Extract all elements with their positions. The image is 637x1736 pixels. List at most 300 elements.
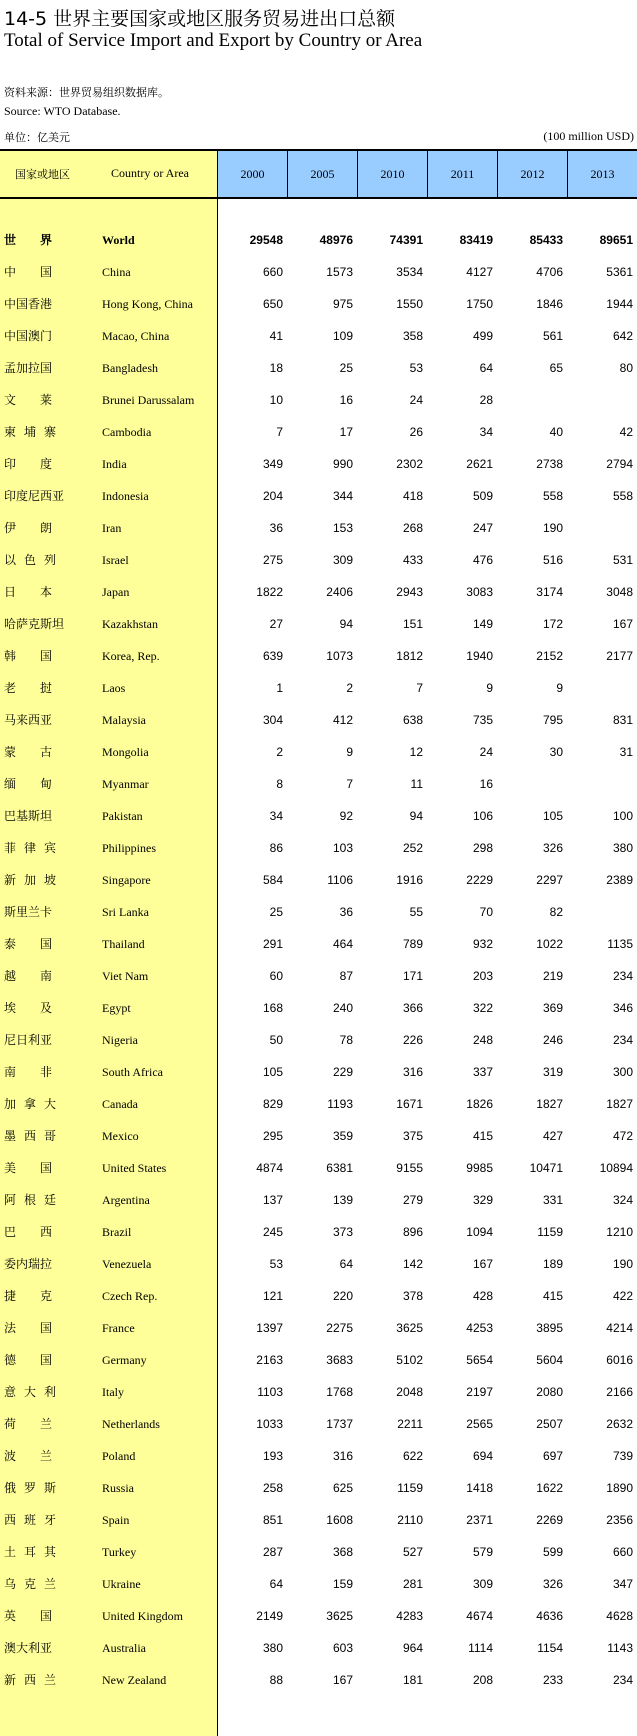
- value-cell-2005: 3683: [326, 1353, 353, 1367]
- row-country-cn: 以 色 列: [4, 553, 56, 567]
- value-cell-2005: 2406: [326, 585, 353, 599]
- value-cell-2012: 2297: [536, 873, 563, 887]
- value-cell-2012: 561: [542, 329, 563, 343]
- value-cell-2012: 2738: [536, 457, 563, 471]
- unit-label-en: (100 million USD): [543, 129, 634, 143]
- value-cell-2013: 346: [612, 1001, 633, 1015]
- value-cell-2012: 190: [542, 521, 563, 535]
- value-cell-2012: 326: [542, 841, 563, 855]
- row-country-cn: 斯里兰卡: [4, 905, 53, 919]
- row-country-en: Philippines: [102, 841, 157, 855]
- table-row: [0, 1120, 637, 1152]
- row-country-cn: 美 国: [4, 1161, 52, 1175]
- value-cell-2013: 2794: [606, 457, 633, 471]
- value-cell-2013: 4628: [606, 1609, 633, 1623]
- row-country-cn: 土 耳 其: [4, 1545, 56, 1559]
- table-row: [0, 1408, 637, 1440]
- table-row: [0, 320, 637, 352]
- table-row: [0, 1440, 637, 1472]
- value-cell-2010: 418: [402, 489, 423, 503]
- value-cell-2000: 204: [262, 489, 283, 503]
- value-cell-2012: 3174: [536, 585, 563, 599]
- value-cell-2011: 3083: [466, 585, 493, 599]
- value-cell-2013: 234: [612, 1033, 633, 1047]
- row-country-cn: 蒙 古: [4, 745, 52, 759]
- value-cell-2010: 74391: [389, 233, 423, 247]
- value-cell-2011: 70: [479, 905, 493, 919]
- value-cell-2010: 1916: [396, 873, 423, 887]
- value-cell-2010: 896: [402, 1225, 423, 1239]
- table-row: [0, 1088, 637, 1120]
- row-country-en: Singapore: [102, 873, 151, 887]
- value-cell-2012: 189: [542, 1257, 563, 1271]
- table-row: [0, 1536, 637, 1568]
- value-cell-2010: 142: [402, 1257, 423, 1271]
- value-cell-2005: 368: [332, 1545, 353, 1559]
- value-cell-2010: 789: [402, 937, 423, 951]
- value-cell-2000: 193: [262, 1449, 283, 1463]
- value-cell-2011: 208: [472, 1673, 493, 1687]
- value-cell-2011: 5654: [466, 1353, 493, 1367]
- value-cell-2012: 3895: [536, 1321, 563, 1335]
- value-cell-2000: 291: [262, 937, 283, 951]
- value-cell-2005: 412: [332, 713, 353, 727]
- table-row: [0, 1056, 637, 1088]
- value-cell-2013: 324: [612, 1193, 633, 1207]
- row-country-cn: 中国香港: [4, 297, 53, 311]
- value-cell-2005: 1608: [326, 1513, 353, 1527]
- row-country-cn: 英 国: [4, 1609, 52, 1623]
- value-cell-2000: 1103: [257, 1385, 283, 1399]
- value-cell-2012: 2152: [536, 649, 563, 663]
- row-country-en: Kazakhstan: [102, 617, 158, 631]
- value-cell-2010: 281: [402, 1577, 423, 1591]
- value-cell-2013: 1944: [606, 297, 633, 311]
- row-country-en: Brunei Darussalam: [102, 393, 195, 407]
- value-cell-2010: 375: [402, 1129, 423, 1143]
- table-row: [0, 704, 637, 736]
- value-cell-2013: 190: [612, 1257, 633, 1271]
- row-country-en: Brazil: [102, 1225, 132, 1239]
- value-cell-2005: 87: [339, 969, 353, 983]
- row-country-en: United Kingdom: [102, 1609, 183, 1623]
- value-cell-2013: 167: [612, 617, 633, 631]
- source-note-en: Source: WTO Database.: [4, 104, 121, 118]
- value-cell-2011: 415: [472, 1129, 493, 1143]
- value-cell-2012: 326: [542, 1577, 563, 1591]
- value-cell-2010: 378: [402, 1289, 423, 1303]
- value-cell-2000: 1397: [256, 1321, 283, 1335]
- value-cell-2012: 85433: [529, 233, 563, 247]
- row-country-en: Japan: [102, 585, 130, 599]
- value-cell-2012: 795: [542, 713, 563, 727]
- value-cell-2013: 80: [619, 361, 633, 375]
- row-country-cn: 马来西亚: [4, 713, 53, 727]
- value-cell-2000: 29548: [249, 233, 283, 247]
- row-country-cn: 孟加拉国: [4, 361, 53, 375]
- row-country-cn: 新 西 兰: [4, 1673, 56, 1687]
- row-country-cn: 德 国: [4, 1353, 52, 1367]
- value-cell-2013: 1827: [606, 1097, 633, 1111]
- value-cell-2013: 347: [612, 1577, 633, 1591]
- value-cell-2010: 252: [402, 841, 423, 855]
- value-cell-2010: 3625: [396, 1321, 423, 1335]
- row-country-en: Poland: [102, 1449, 136, 1463]
- row-country-cn: 泰 国: [4, 937, 52, 951]
- row-country-en: Egypt: [102, 1001, 131, 1015]
- value-cell-2013: 422: [612, 1289, 633, 1303]
- value-cell-2005: 975: [332, 297, 353, 311]
- value-cell-2012: [497, 384, 563, 416]
- row-country-en: Iran: [102, 521, 122, 535]
- value-cell-2005: 316: [332, 1449, 353, 1463]
- table-top-rule: [0, 149, 637, 151]
- value-cell-2012: 558: [542, 489, 563, 503]
- value-cell-2005: 153: [332, 521, 353, 535]
- table-row: [0, 1184, 637, 1216]
- row-country-en: India: [102, 457, 127, 471]
- value-cell-2012: 2080: [536, 1385, 563, 1399]
- page-title-cn: 14-5 世界主要国家或地区服务贸易进出口总额: [4, 8, 396, 30]
- table-row: [0, 1216, 637, 1248]
- value-cell-2000: 50: [269, 1033, 283, 1047]
- value-cell-2010: 3534: [396, 265, 423, 279]
- value-cell-2013: 2632: [606, 1417, 633, 1431]
- value-cell-2000: 275: [262, 553, 283, 567]
- row-country-en: Czech Rep.: [102, 1289, 158, 1303]
- value-cell-2000: 2163: [256, 1353, 283, 1367]
- table-row: [0, 1600, 637, 1632]
- value-cell-2011: 24: [479, 745, 493, 759]
- value-cell-2011: 476: [472, 553, 493, 567]
- table-row: [0, 1472, 637, 1504]
- table-row: [0, 736, 637, 768]
- value-cell-2011: 2621: [466, 457, 493, 471]
- value-cell-2000: 168: [262, 1001, 283, 1015]
- row-country-cn: 波 兰: [4, 1449, 52, 1463]
- row-country-cn: 哈萨克斯坦: [4, 617, 65, 631]
- value-cell-2000: 88: [269, 1673, 283, 1687]
- value-cell-2000: 121: [262, 1289, 283, 1303]
- value-cell-2005: 159: [332, 1577, 353, 1591]
- value-cell-2005: 240: [332, 1001, 353, 1015]
- value-cell-2011: 9: [486, 681, 493, 695]
- value-cell-2010: 1671: [396, 1097, 423, 1111]
- value-cell-2005: 1106: [327, 873, 353, 887]
- value-cell-2005: 7: [346, 777, 353, 791]
- value-cell-2012: [497, 768, 563, 800]
- table-row: [0, 416, 637, 448]
- value-cell-2005: 464: [332, 937, 353, 951]
- value-cell-2000: 2149: [256, 1609, 283, 1623]
- value-cell-2011: 322: [472, 1001, 493, 1015]
- value-cell-2012: 4706: [536, 265, 563, 279]
- row-country-cn: 南 非: [4, 1065, 52, 1079]
- value-cell-2005: 344: [332, 489, 353, 503]
- row-country-cn: 加 拿 大: [4, 1097, 56, 1111]
- table-header-rule: [0, 197, 637, 199]
- table-row: [0, 288, 637, 320]
- value-cell-2012: 246: [542, 1033, 563, 1047]
- header-country-cn: 国家或地区: [15, 168, 70, 181]
- table-row: [0, 672, 637, 704]
- table-row: [0, 1664, 637, 1696]
- value-cell-2013: 5361: [606, 265, 633, 279]
- value-cell-2010: 2110: [397, 1513, 423, 1527]
- value-cell-2005: 36: [339, 905, 353, 919]
- value-cell-2013: 100: [612, 809, 633, 823]
- table-row: [0, 800, 637, 832]
- value-cell-2005: 1193: [327, 1097, 353, 1111]
- header-year-2000: 2000: [217, 151, 287, 197]
- value-cell-2000: 584: [262, 873, 283, 887]
- value-cell-2011: 149: [472, 617, 493, 631]
- value-cell-2010: 24: [409, 393, 423, 407]
- row-country-en: Israel: [102, 553, 129, 567]
- table-row: [0, 864, 637, 896]
- value-cell-2000: 8: [276, 777, 283, 791]
- value-cell-2012: 427: [542, 1129, 563, 1143]
- value-cell-2012: 1154: [537, 1641, 563, 1655]
- value-cell-2000: 2: [276, 745, 283, 759]
- row-country-en: Bangladesh: [102, 361, 158, 375]
- value-cell-2005: 229: [332, 1065, 353, 1079]
- value-cell-2010: 53: [409, 361, 423, 375]
- value-cell-2000: 34: [269, 809, 283, 823]
- value-cell-2005: 78: [339, 1033, 353, 1047]
- value-cell-2013: 3048: [606, 585, 633, 599]
- unit-label-cn: 单位：亿美元: [4, 131, 70, 144]
- value-cell-2005: 359: [332, 1129, 353, 1143]
- value-cell-2012: 1159: [537, 1225, 563, 1239]
- table-row: [0, 928, 637, 960]
- value-cell-2012: 697: [542, 1449, 563, 1463]
- table-row: [0, 224, 637, 256]
- value-cell-2012: 40: [549, 425, 563, 439]
- row-country-en: Russia: [102, 1481, 135, 1495]
- value-cell-2013: [567, 896, 633, 928]
- value-cell-2010: 316: [402, 1065, 423, 1079]
- value-cell-2000: 27: [269, 617, 283, 631]
- value-cell-2010: 151: [402, 617, 423, 631]
- value-cell-2013: 1890: [606, 1481, 633, 1495]
- page-title-en: Total of Service Import and Export by Country or Area: [4, 30, 423, 51]
- value-cell-2013: 2166: [606, 1385, 633, 1399]
- value-cell-2000: 660: [262, 265, 283, 279]
- row-country-en: Laos: [102, 681, 126, 695]
- row-country-cn: 委内瑞拉: [4, 1257, 53, 1271]
- row-country-en: United States: [102, 1161, 167, 1175]
- value-cell-2011: 1094: [466, 1225, 493, 1239]
- row-country-en: Thailand: [102, 937, 145, 951]
- header-year-2010: 2010: [357, 151, 427, 197]
- row-country-cn: 菲 律 宾: [4, 841, 56, 855]
- value-cell-2000: 53: [269, 1257, 283, 1271]
- table-row: [0, 960, 637, 992]
- value-cell-2010: 26: [409, 425, 423, 439]
- value-cell-2011: 4127: [466, 265, 493, 279]
- value-cell-2012: 1022: [536, 937, 563, 951]
- value-cell-2005: 25: [339, 361, 353, 375]
- row-country-cn: 尼日利亚: [4, 1033, 53, 1047]
- value-cell-2005: 109: [332, 329, 353, 343]
- value-cell-2013: 234: [612, 1673, 633, 1687]
- row-country-cn: 世 界: [4, 233, 52, 247]
- value-cell-2005: 16: [339, 393, 353, 407]
- value-cell-2011: 28: [479, 393, 493, 407]
- value-cell-2010: 2943: [396, 585, 423, 599]
- table-row: [0, 896, 637, 928]
- value-cell-2011: 329: [472, 1193, 493, 1207]
- value-cell-2010: 358: [402, 329, 423, 343]
- table-row: [0, 608, 637, 640]
- value-cell-2012: 2269: [536, 1513, 563, 1527]
- value-cell-2012: 599: [542, 1545, 563, 1559]
- row-country-en: Turkey: [102, 1545, 137, 1559]
- value-cell-2012: 1622: [536, 1481, 563, 1495]
- value-cell-2010: 181: [402, 1673, 423, 1687]
- value-cell-2000: 36: [269, 521, 283, 535]
- row-country-cn: 巴 西: [4, 1225, 52, 1239]
- value-cell-2011: 1418: [466, 1481, 493, 1495]
- row-country-cn: 意 大 利: [4, 1385, 56, 1399]
- source-note-cn: 资料来源：世界贸易组织数据库。: [4, 86, 169, 99]
- row-country-en: Netherlands: [102, 1417, 160, 1431]
- row-country-cn: 乌 克 兰: [4, 1577, 56, 1591]
- value-cell-2012: 5604: [536, 1353, 563, 1367]
- value-cell-2010: 638: [402, 713, 423, 727]
- row-country-en: China: [102, 265, 131, 279]
- value-cell-2012: 2507: [536, 1417, 563, 1431]
- row-country-cn: 中 国: [4, 265, 52, 279]
- value-cell-2011: 247: [472, 521, 493, 535]
- value-cell-2013: 558: [612, 489, 633, 503]
- value-cell-2010: 268: [402, 521, 423, 535]
- value-cell-2005: 1573: [326, 265, 353, 279]
- value-cell-2000: 1033: [256, 1417, 283, 1431]
- row-country-en: France: [102, 1321, 135, 1335]
- value-cell-2005: 9: [346, 745, 353, 759]
- value-cell-2012: 82: [549, 905, 563, 919]
- table-row: [0, 832, 637, 864]
- value-cell-2013: [567, 384, 633, 416]
- value-cell-2000: 60: [269, 969, 283, 983]
- table-row: [0, 992, 637, 1024]
- row-country-en: Mexico: [102, 1129, 139, 1143]
- value-cell-2010: 964: [402, 1641, 423, 1655]
- table-row: [0, 1248, 637, 1280]
- value-cell-2010: 55: [409, 905, 423, 919]
- header-year-2005: 2005: [287, 151, 357, 197]
- row-country-en: Australia: [102, 1641, 146, 1655]
- value-cell-2000: 829: [262, 1097, 283, 1111]
- row-country-cn: 法 国: [4, 1321, 52, 1335]
- value-cell-2005: 92: [339, 809, 353, 823]
- row-country-cn: 文 莱: [4, 393, 52, 407]
- value-cell-2000: 7: [276, 425, 283, 439]
- value-cell-2000: 64: [269, 1577, 283, 1591]
- value-cell-2010: 1159: [397, 1481, 423, 1495]
- value-cell-2011: 16: [479, 777, 493, 791]
- value-cell-2012: 369: [542, 1001, 563, 1015]
- value-cell-2011: 1826: [466, 1097, 493, 1111]
- row-country-en: Macao, China: [102, 329, 170, 343]
- value-cell-2012: 65: [549, 361, 563, 375]
- value-cell-2005: 103: [332, 841, 353, 855]
- row-country-en: Argentina: [102, 1193, 150, 1207]
- value-cell-2013: 10894: [599, 1161, 633, 1175]
- value-cell-2010: 1550: [396, 297, 423, 311]
- row-country-cn: 捷 克: [4, 1289, 52, 1303]
- value-cell-2011: 309: [472, 1577, 493, 1591]
- value-cell-2013: 2356: [606, 1513, 633, 1527]
- value-cell-2011: 2565: [466, 1417, 493, 1431]
- value-cell-2011: 2371: [466, 1513, 493, 1527]
- value-cell-2000: 18: [269, 361, 283, 375]
- value-cell-2011: 499: [472, 329, 493, 343]
- value-cell-2013: [567, 672, 633, 704]
- value-cell-2012: 219: [542, 969, 563, 983]
- value-cell-2013: [567, 512, 633, 544]
- data-table: [0, 149, 637, 1736]
- row-country-en: Pakistan: [102, 809, 143, 823]
- row-country-cn: 新 加 坡: [4, 873, 56, 887]
- value-cell-2000: 4874: [256, 1161, 283, 1175]
- value-cell-2013: 1210: [606, 1225, 633, 1239]
- value-cell-2000: 25: [269, 905, 283, 919]
- value-cell-2010: 12: [409, 745, 423, 759]
- value-cell-2010: 433: [402, 553, 423, 567]
- value-cell-2010: 11: [410, 777, 423, 791]
- value-cell-2000: 295: [262, 1129, 283, 1143]
- value-cell-2010: 5102: [396, 1353, 423, 1367]
- value-cell-2010: 4283: [396, 1609, 423, 1623]
- value-cell-2005: 625: [332, 1481, 353, 1495]
- value-cell-2012: 319: [542, 1065, 563, 1079]
- value-cell-2013: 42: [619, 425, 633, 439]
- row-country-en: Hong Kong, China: [102, 297, 193, 311]
- value-cell-2005: 2275: [326, 1321, 353, 1335]
- value-cell-2011: 337: [472, 1065, 493, 1079]
- value-cell-2013: 739: [612, 1449, 633, 1463]
- value-cell-2013: 31: [619, 745, 633, 759]
- header-country-en: Country or Area: [111, 166, 189, 180]
- row-country-cn: 印度尼西亚: [4, 489, 65, 503]
- value-cell-2012: 233: [542, 1673, 563, 1687]
- value-cell-2012: 516: [542, 553, 563, 567]
- value-cell-2005: 64: [339, 1257, 353, 1271]
- value-cell-2010: 9155: [396, 1161, 423, 1175]
- row-country-cn: 阿 根 廷: [4, 1193, 56, 1207]
- row-country-en: Canada: [102, 1097, 138, 1111]
- row-country-en: Mongolia: [102, 745, 149, 759]
- value-cell-2011: 9985: [466, 1161, 493, 1175]
- value-cell-2011: 167: [472, 1257, 493, 1271]
- value-cell-2011: 1750: [466, 297, 493, 311]
- value-cell-2011: 2197: [466, 1385, 493, 1399]
- value-cell-2010: 2048: [396, 1385, 423, 1399]
- table-row: [0, 384, 637, 416]
- value-cell-2011: 509: [472, 489, 493, 503]
- value-cell-2011: 428: [472, 1289, 493, 1303]
- table-row: [0, 480, 637, 512]
- value-cell-2000: 380: [262, 1641, 283, 1655]
- value-cell-2012: 331: [542, 1193, 563, 1207]
- value-cell-2000: 650: [262, 297, 283, 311]
- value-cell-2005: 17: [339, 425, 353, 439]
- value-cell-2010: 94: [409, 809, 423, 823]
- row-country-en: Germany: [102, 1353, 147, 1367]
